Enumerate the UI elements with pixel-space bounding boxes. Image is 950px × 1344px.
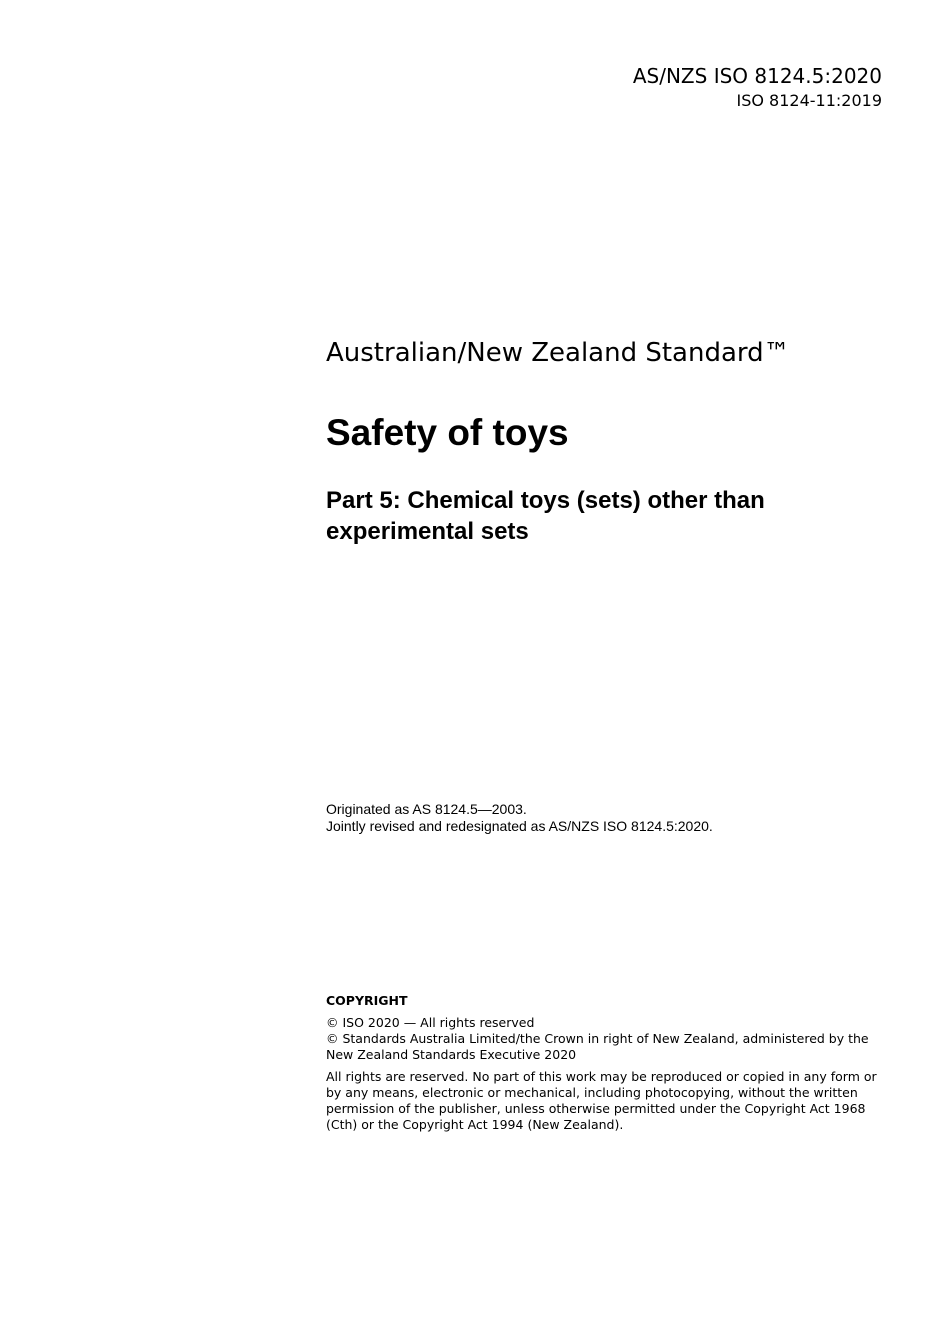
revised-note: Jointly revised and redesignated as AS/NZS ISO 8124.5:2020. xyxy=(326,818,713,834)
copyright-section xyxy=(326,993,886,1133)
copyright-notices xyxy=(326,1015,886,1063)
document-history xyxy=(326,801,882,835)
document-subtitle: Part 5: Chemical toys (sets) other than experimental sets xyxy=(326,487,765,545)
copyright-heading: COPYRIGHT xyxy=(326,993,408,1008)
iso-copyright-line: © ISO 2020 — All rights reserved xyxy=(326,1015,535,1030)
rights-reserved-text: All rights are reserved. No part of this work may be reproduced or copied in any form or by any means, electronic or mechanical, including photocopying, without the written permission of the publisher, unless otherwise permitted under the Copyright Act 1968 (Cth) or the Copyright Act 1994 (New Zealand). xyxy=(326,1069,877,1132)
iso-number: ISO 8124-11:2019 xyxy=(736,91,882,110)
originated-note: Originated as AS 8124.5—2003. xyxy=(326,801,527,817)
document-title: Safety of toys xyxy=(326,412,569,453)
standard-type: Australian/New Zealand Standard™ xyxy=(326,338,790,368)
standards-copyright-line: © Standards Australia Limited/the Crown in right of New Zealand, administered by the New Zealand Standards Executive 2020 xyxy=(326,1031,869,1062)
standard-number: AS/NZS ISO 8124.5:2020 xyxy=(632,64,882,88)
